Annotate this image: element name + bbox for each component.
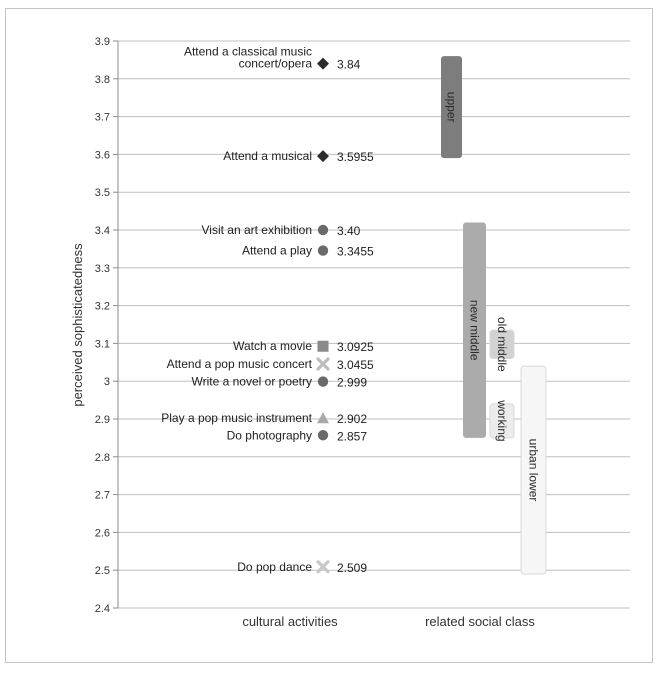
point-marker-circle (318, 430, 328, 440)
class-bar-label: working (495, 400, 509, 442)
class-bar-working (490, 399, 514, 441)
class-bar-upper (441, 56, 462, 158)
point-value-label: 3.0455 (337, 358, 374, 373)
point-marker-circle (318, 225, 328, 235)
data-point (227, 428, 368, 443)
point-activity-label: Attend a musical (223, 149, 312, 164)
point-value-label: 3.40 (337, 224, 361, 238)
class-bar-label: new middle (467, 299, 482, 361)
point-marker-circle (318, 376, 328, 386)
point-marker-square (318, 341, 329, 352)
point-value-label: 3.0925 (337, 340, 374, 355)
y-axis-label: perceived sophisticatedness (70, 243, 85, 407)
class-bar-label: upper (444, 91, 459, 123)
point-activity-label: concert/opera (238, 56, 312, 71)
point-marker-diamond (317, 58, 329, 70)
y-tick-label: 2.9 (94, 414, 110, 426)
point-value-label: 3.3455 (337, 244, 374, 259)
point-marker-circle (318, 245, 328, 255)
y-tick-label: 3.5 (94, 187, 110, 200)
y-tick-label: 3.7 (94, 111, 110, 124)
data-point (201, 223, 360, 238)
data-point (161, 411, 367, 426)
y-tick-label: 3 (103, 376, 110, 389)
y-tick-label: 3.9 (94, 36, 110, 48)
y-tick-label: 3.1 (94, 338, 110, 351)
point-marker-diamond (317, 150, 329, 162)
point-value-label: 2.509 (337, 560, 368, 575)
point-marker-x (318, 359, 328, 369)
class-bar-new-middle (463, 222, 486, 437)
point-activity-label: Attend a classical music (183, 44, 312, 59)
y-tick-label: 2.8 (94, 451, 110, 464)
y-tick-label: 3.6 (94, 149, 110, 162)
class-bar-old-middle (490, 317, 514, 372)
data-point (242, 244, 374, 259)
y-tick-label: 3.4 (94, 225, 110, 237)
activity-points (161, 45, 374, 575)
point-value-label: 2.999 (337, 375, 368, 390)
point-value-label: 2.857 (337, 429, 368, 444)
data-point (223, 149, 374, 164)
point-value-label: 3.84 (337, 57, 361, 72)
point-activity-label: Play a pop music instrument (161, 411, 312, 426)
y-tick-label: 2.4 (94, 603, 110, 615)
point-activity-label: Watch a movie (233, 339, 312, 354)
data-point (184, 45, 361, 72)
point-value-label: 2.902 (337, 412, 368, 427)
class-bar-label: urban lower (526, 438, 541, 502)
social-class-bars (441, 56, 546, 574)
point-activity-label: Attend a play (241, 243, 312, 258)
y-tick-labels (95, 36, 110, 615)
x-category-label-class: related social class (425, 614, 535, 629)
class-bar-label: old middle (495, 316, 509, 372)
point-activity-label: Write a novel or poetry (191, 374, 312, 389)
data-point (233, 339, 374, 354)
y-tick-label: 2.6 (94, 527, 110, 540)
point-activity-label: Do pop dance (237, 559, 312, 574)
point-activity-label: Do photography (226, 428, 312, 443)
class-bar-urban-lower (521, 366, 546, 574)
point-marker-triangle (317, 412, 329, 423)
y-tick-label: 3.3 (94, 262, 110, 275)
point-activity-label: Attend a pop music concert (166, 357, 312, 372)
y-tick-label: 2.7 (94, 489, 110, 502)
point-value-label: 3.5955 (337, 150, 374, 165)
data-point (237, 560, 367, 575)
data-point (192, 375, 368, 390)
grid (113, 41, 630, 608)
point-activity-label: Visit an art exhibition (201, 223, 312, 237)
y-tick-label: 2.5 (94, 565, 110, 578)
x-category-label-activities: cultural activities (242, 614, 338, 629)
y-tick-label: 3.8 (94, 73, 110, 86)
data-point (167, 357, 374, 372)
y-tick-label: 3.2 (94, 300, 110, 313)
